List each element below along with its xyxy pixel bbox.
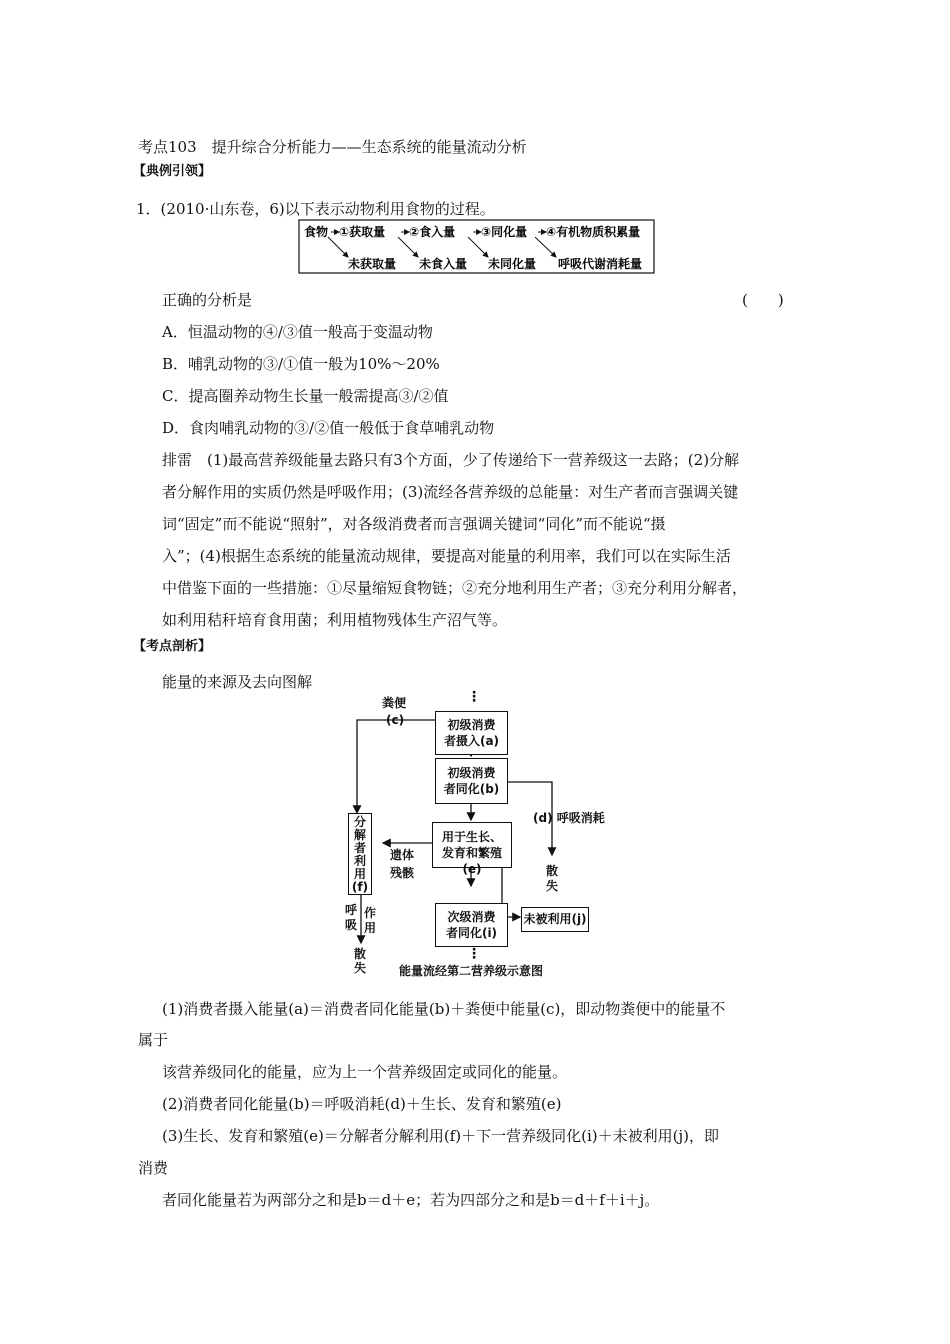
box-b-line2: 者同化(b) (443, 782, 500, 796)
page-title: 考点103 提升综合分析能力——生态系统的能量流动分析 (138, 138, 527, 156)
explanation-line: 如利用秸秆培育食用菌；利用植物残体生产沼气等。 (162, 611, 508, 629)
box-f-char: 者 (353, 841, 366, 855)
label-dissipation-1b: 失 (546, 879, 559, 893)
option-c: C．提高圈养动物生长量一般需提高③/②值 (162, 387, 449, 405)
box-f-char: (f) (351, 880, 369, 894)
box-f-char: 利 (353, 854, 366, 868)
explanation-line: 入”；(4)根据生态系统的能量流动规律，要提高对能量的利用率，我们可以在实际生活 (162, 547, 731, 565)
box-growth-development-reproduction (432, 822, 512, 876)
box-secondary-consumer-assimilation (435, 903, 508, 947)
box-i-line2: 者同化(i) (445, 926, 498, 940)
flow-bottom-2: 未同化量 (488, 257, 537, 271)
point-line: 者同化能量若为两部分之和是b＝d＋e；若为四部分之和是b＝d＋f＋i＋j。 (162, 1191, 660, 1209)
flow-top-3: ③同化量 (481, 225, 528, 239)
option-a: A．恒温动物的④/③值一般高于变温动物 (162, 323, 433, 341)
label-respiration-a: 呼 (345, 903, 358, 917)
flow-bottom-3: 呼吸代谢消耗量 (558, 257, 643, 271)
point-line: 消费 (138, 1159, 169, 1177)
label-dissipation-1a: 散 (546, 864, 559, 878)
point-line: (2)消费者同化能量(b)＝呼吸消耗(d)＋生长、发育和繁殖(e) (162, 1095, 562, 1113)
diagram-intro: 能量的来源及去向图解 (162, 673, 313, 691)
label-action-a: 作 (364, 906, 377, 920)
explanation-line: 词“固定”而不能说“照射”，对各级消费者而言强调关键词“同化”而不能说“摄 (162, 515, 666, 533)
label-remains-2: 残骸 (390, 866, 415, 880)
continuation-dots-bottom: ⋮ (467, 946, 481, 962)
box-e-line1: 用于生长、 (441, 830, 502, 844)
explanation-line: 中借鉴下面的一些措施：①尽量缩短食物链；②充分地利用生产者；③充分利用分解者， (162, 579, 748, 597)
label-dissipation-2b: 失 (354, 961, 367, 975)
flow-bottom-0: 未获取量 (348, 257, 397, 271)
point-line: (1)消费者摄入能量(a)＝消费者同化能量(b)＋粪便中能量(c)，即动物粪便中的能量不 (162, 1000, 726, 1018)
flow-bottom-1: 未食入量 (419, 257, 468, 271)
flow-top-4: ④有机物质积累量 (546, 225, 641, 239)
box-unused: 未被利用(j) (521, 907, 589, 932)
answer-bracket: ( ) (742, 291, 784, 309)
label-feces-c: (c) (386, 713, 405, 727)
box-i-line1: 次级消费 (447, 910, 496, 924)
question-stem: 1．(2010·山东卷，6)以下表示动物利用食物的过程。 (136, 200, 495, 218)
section-heading-examples: 【典例引领】 (133, 164, 212, 179)
option-b: B．哺乳动物的③/①值一般为10%～20% (162, 355, 440, 373)
flow-top-0: 食物 (304, 225, 329, 239)
question-prompt: 正确的分析是 (162, 291, 253, 309)
continuation-dots-top: ⋮ (467, 689, 481, 705)
box-a-line2: 者摄入(a) (443, 734, 500, 748)
box-a-line1: 初级消费 (447, 718, 496, 732)
label-respiration-d: (d) 呼吸消耗 (533, 811, 605, 825)
box-f-char: 解 (353, 828, 366, 842)
box-f-char: 分 (353, 815, 366, 829)
diagram-caption: 能量流经第二营养级示意图 (399, 964, 544, 978)
point-line: 属于 (138, 1031, 169, 1049)
box-decomposer-use (348, 813, 372, 895)
section-heading-analysis: 【考点剖析】 (133, 639, 212, 654)
point-line: 该营养级同化的能量，应为上一个营养级固定或同化的能量。 (162, 1063, 568, 1081)
box-e-line2: 发育和繁殖(e) (441, 846, 502, 876)
explanation-line: 排雷 (1)最高营养级能量去路只有3个方面，少了传递给下一营养级这一去路；(2)分解 (162, 451, 740, 469)
option-d: D．食肉哺乳动物的③/②值一般低于食草哺乳动物 (162, 419, 495, 437)
label-respiration-b: 吸 (345, 918, 358, 932)
flow-top-1: ①获取量 (339, 225, 386, 239)
point-line: (3)生长、发育和繁殖(e)＝分解者分解利用(f)＋下一营养级同化(i)＋未被利用(j)，即 (162, 1127, 719, 1145)
box-b-line1: 初级消费 (447, 766, 496, 780)
label-dissipation-2a: 散 (354, 947, 367, 961)
food-utilization-flow-diagram (298, 219, 656, 275)
box-primary-consumer-assimilation (435, 758, 508, 804)
label-remains-1: 遗体 (390, 848, 415, 862)
box-primary-consumer-intake (435, 711, 508, 755)
label-feces: 粪便 (382, 696, 407, 710)
label-action-b: 用 (364, 921, 377, 935)
box-f-char: 用 (353, 867, 366, 881)
explanation-line: 者分解作用的实质仍然是呼吸作用；(3)流经各营养级的总能量：对生产者而言强调关键 (162, 483, 739, 501)
flow-top-2: ②食入量 (409, 225, 456, 239)
